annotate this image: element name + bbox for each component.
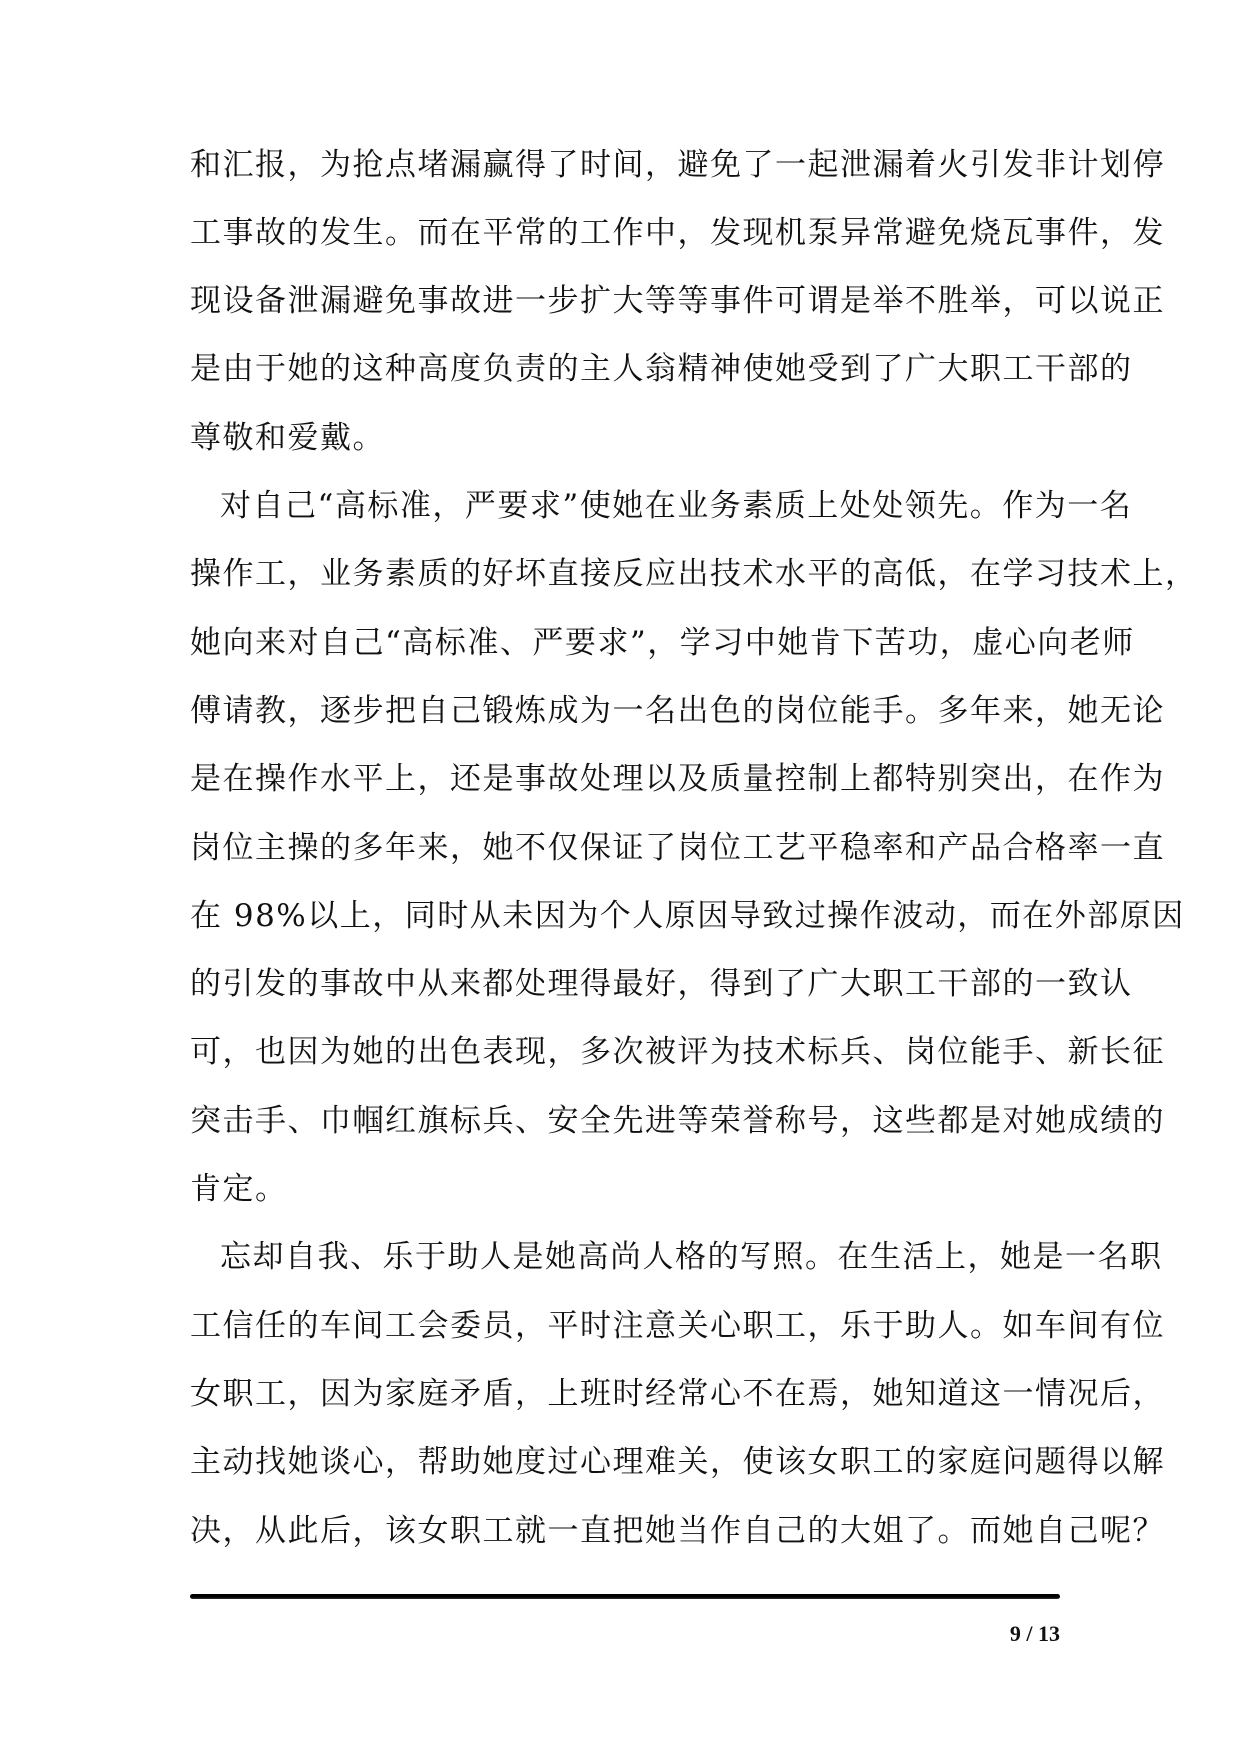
text-line: 突击手、巾帼红旗标兵、安全先进等荣誉称号，这些都是对她成绩的 [190, 1103, 1165, 1139]
text-line: 肯定。 [190, 1171, 288, 1207]
text-line: 在 98%以上，同时从未因为个人原因导致过操作波动，而在外部原因 [190, 898, 1185, 934]
text-line: 岗位主操的多年来，她不仅保证了岗位工艺平稳率和产品合格率一直 [190, 830, 1165, 866]
text-line: 可，也因为她的出色表现，多次被评为技术标兵、岗位能手、新长征 [190, 1034, 1165, 1070]
text-line: 决，从此后，该女职工就一直把她当作自己的大姐了。而她自己呢？ [190, 1513, 1165, 1549]
text-line: 傅请教，逐步把自己锻炼成为一名出色的岗位能手。多年来，她无论 [190, 693, 1165, 729]
text-line: 尊敬和爱戴。 [190, 420, 385, 456]
text-line: 现设备泄漏避免事故进一步扩大等等事件可谓是举不胜举，可以说正 [190, 283, 1165, 319]
text-line: 主动找她谈心，帮助她度过心理难关，使该女职工的家庭问题得以解 [190, 1444, 1165, 1480]
text-line: 操作工，业务素质的好坏直接反应出技术水平的高低，在学习技术上， [190, 556, 1198, 592]
text-line: 她向来对自己“高标准、严要求”，学习中她肯下苦功，虚心向老师 [190, 625, 1135, 661]
text-line: 的引发的事故中从来都处理得最好，得到了广大职工干部的一致认 [190, 966, 1133, 1002]
text-line: 工信任的车间工会委员，平时注意关心职工，乐于助人。如车间有位 [190, 1308, 1165, 1344]
paragraph-first-line: 对自己“高标准，严要求”使她在业务素质上处处领先。作为一名 [220, 488, 1133, 524]
page-number: 9 / 13 [1009, 1621, 1060, 1646]
text-line: 工事故的发生。而在平常的工作中，发现机泵异常避免烧瓦事件，发 [190, 215, 1165, 251]
paragraph-first-line: 忘却自我、乐于助人是她高尚人格的写照。在生活上，她是一名职 [220, 1239, 1163, 1275]
text-line: 是在操作水平上，还是事故处理以及质量控制上都特别突出，在作为 [190, 761, 1165, 797]
text-line: 女职工，因为家庭矛盾，上班时经常心不在焉，她知道这一情况后， [190, 1376, 1165, 1412]
text-line: 是由于她的这种高度负责的主人翁精神使她受到了广大职工干部的 [190, 351, 1133, 387]
text-line: 和汇报，为抢点堵漏赢得了时间，避免了一起泄漏着火引发非计划停 [190, 147, 1165, 183]
footer-divider [190, 1594, 1060, 1599]
